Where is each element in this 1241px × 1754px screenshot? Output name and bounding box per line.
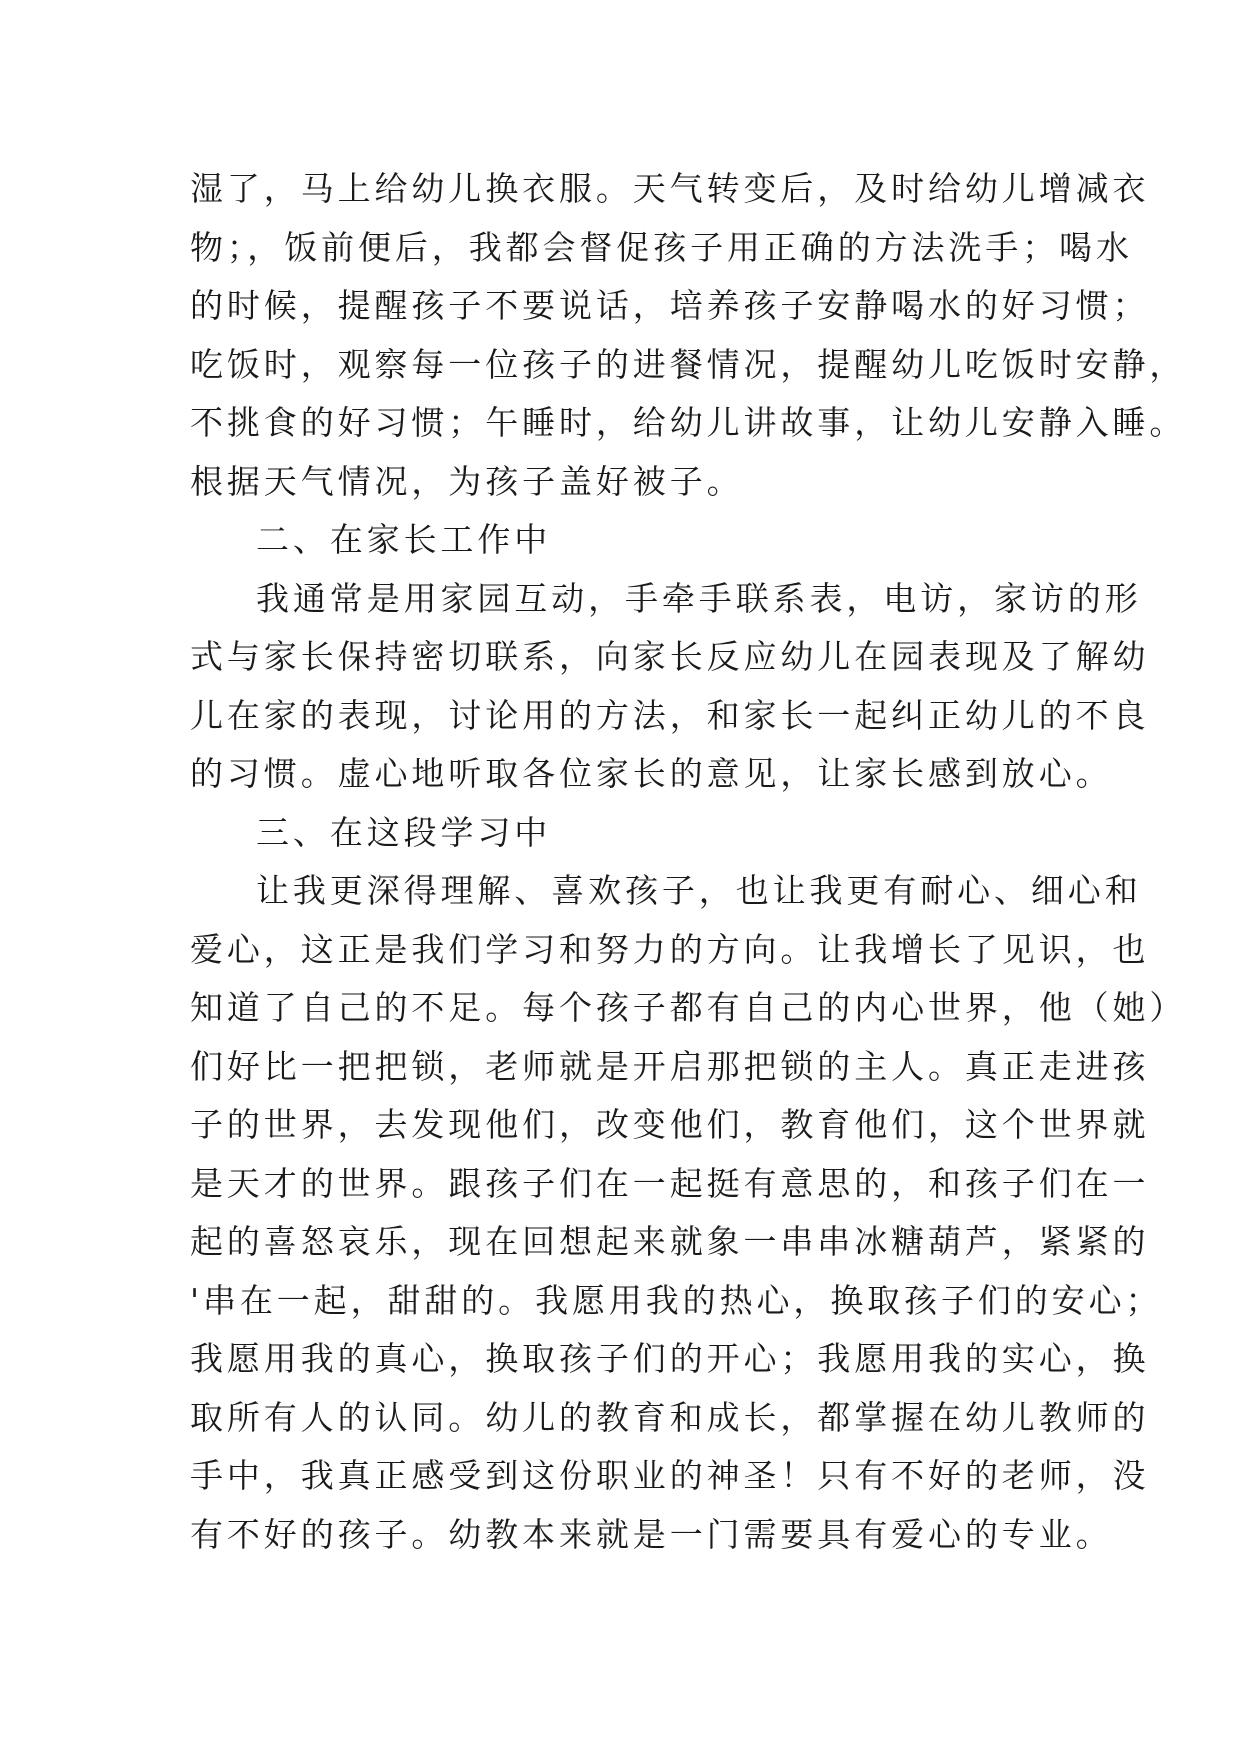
text-line: 们好比一把把锁，老师就是开启那把锁的主人。真正走进孩 — [190, 1046, 1150, 1086]
text-line: 的习惯。虚心地听取各位家长的意见，让家长感到放心。 — [190, 754, 1113, 793]
text-line: 我愿用我的真心，换取孩子们的开心；我愿用我的实心，换 — [190, 1339, 1150, 1378]
text-line: 子的世界，去发现他们，改变他们，教育他们，这个世界就 — [190, 1105, 1150, 1144]
text-line: 湿了，马上给幼儿换衣服。天气转变后，及时给幼儿增减衣 — [190, 169, 1150, 208]
text-line: 让我更深得理解、喜欢孩子，也让我更有耐心、细心和 — [256, 871, 1142, 910]
text-line: 有不好的孩子。幼教本来就是一门需要具有爱心的专业。 — [190, 1514, 1113, 1554]
section-heading: 三、在这段学习中 — [256, 812, 552, 852]
section-heading: 二、在家长工作中 — [256, 520, 552, 559]
document-body — [190, 160, 1187, 1564]
text-line: 吃饭时，观察每一位孩子的进餐情况，提醒幼儿吃饭时安静， — [190, 344, 1187, 384]
text-line: 不挑食的好习惯；午睡时，给幼儿讲故事，让幼儿安静入睡。 — [190, 403, 1187, 442]
text-line: 的时候，提醒孩子不要说话，培养孩子安静喝水的好习惯； — [190, 286, 1150, 325]
text-line: 起的喜怒哀乐，现在回想起来就象一串串冰糖葫芦，紧紧的 — [190, 1222, 1150, 1261]
text-line: 知道了自己的不足。每个孩子都有自己的内心世界，他（她） — [190, 988, 1187, 1027]
text-line: 式与家长保持密切联系，向家长反应幼儿在园表现及了解幼 — [190, 637, 1150, 676]
text-line: 是天才的世界。跟孩子们在一起挺有意思的，和孩子们在一 — [190, 1163, 1150, 1203]
text-line: 手中，我真正感受到这份职业的神圣！只有不好的老师，没 — [190, 1456, 1150, 1495]
text-line: 爱心，这正是我们学习和努力的方向。让我增长了见识，也 — [190, 929, 1150, 969]
text-line: 我通常是用家园互动，手牵手联系表，电访，家访的形 — [256, 578, 1142, 618]
text-line: '串在一起，甜甜的。我愿用我的热心，换取孩子们的安心； — [190, 1280, 1163, 1320]
text-line: 根据天气情况，为孩子盖好被子。 — [190, 461, 744, 501]
text-line: 儿在家的表现，讨论用的方法，和家长一起纠正幼儿的不良 — [190, 695, 1150, 735]
text-line: 物；，饭前便后，我都会督促孩子用正确的方法洗手；喝水 — [190, 227, 1133, 267]
text-line: 取所有人的认同。幼儿的教育和成长，都掌握在幼儿教师的 — [190, 1397, 1150, 1437]
